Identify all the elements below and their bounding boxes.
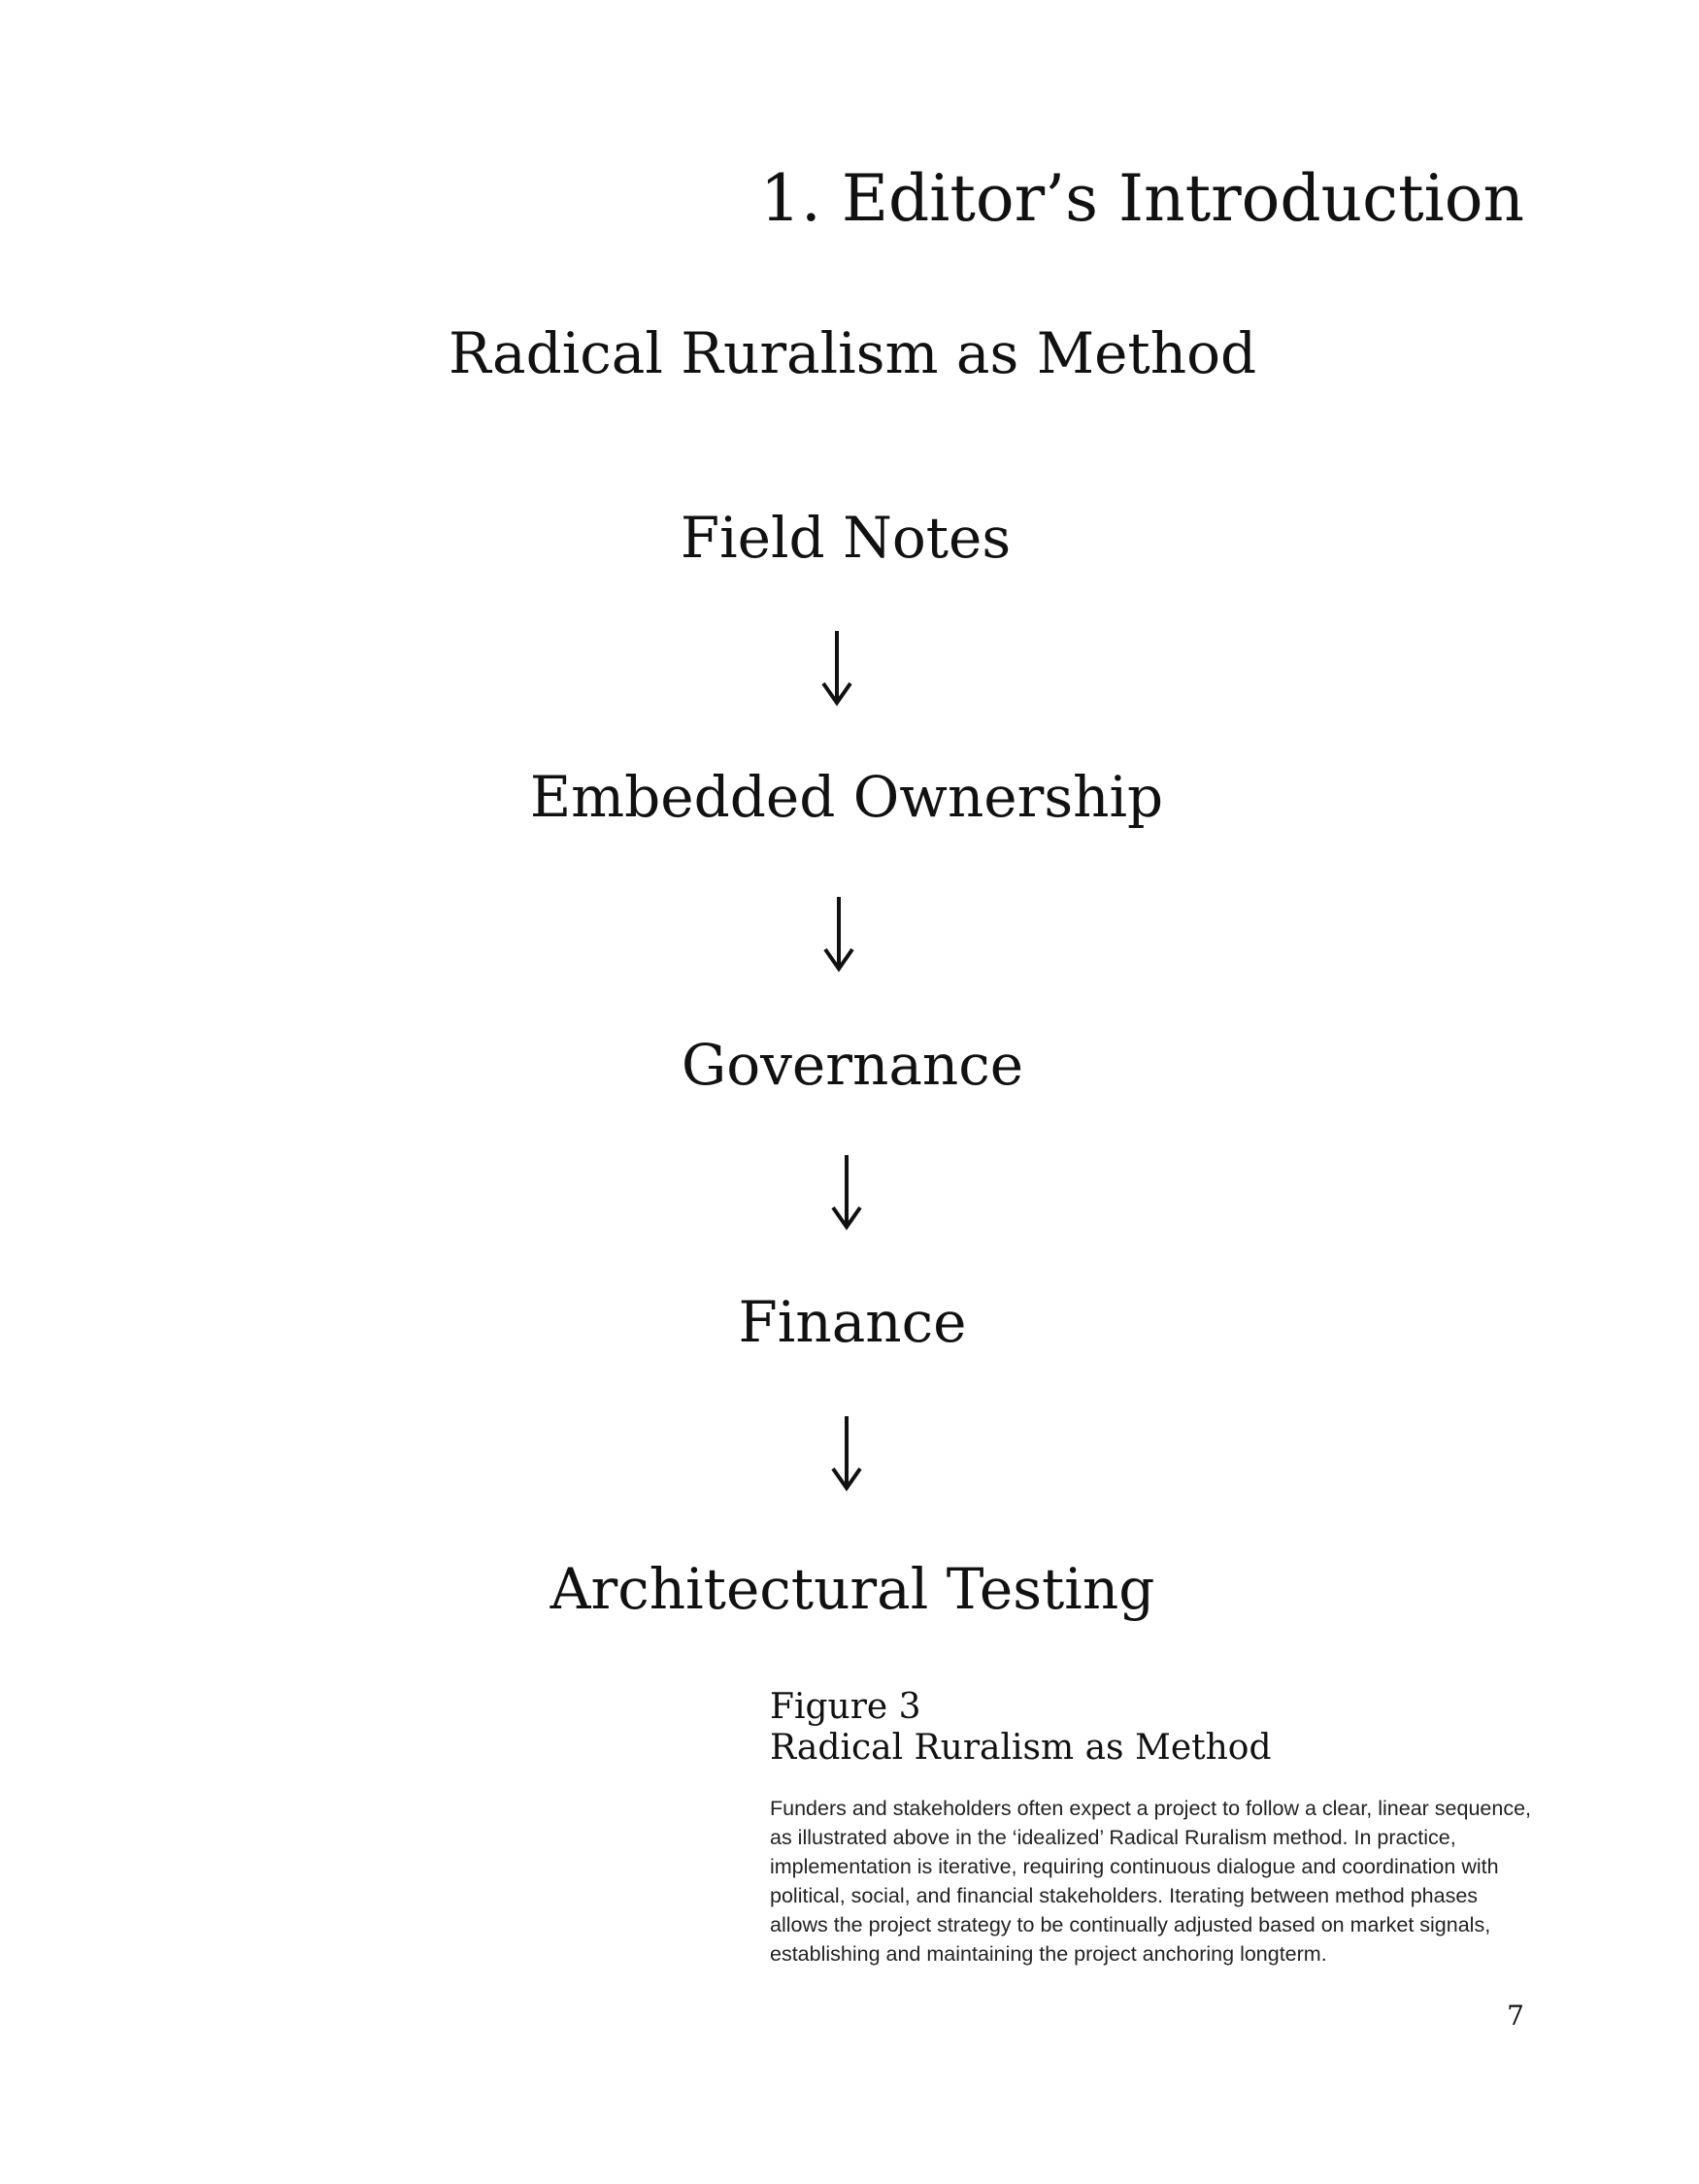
section-title: 1. Editor’s Introduction xyxy=(759,161,1524,236)
step-finance xyxy=(3,1289,1699,1355)
down-arrow-icon xyxy=(819,895,858,973)
step-governance xyxy=(3,1032,1699,1098)
figure-number: Figure 3 xyxy=(770,1687,921,1727)
step-label: Governance xyxy=(681,1032,1024,1098)
step-architectural-testing xyxy=(3,1556,1699,1622)
diagram-title: Radical Ruralism as Method xyxy=(449,320,1257,386)
figure-caption xyxy=(770,1687,1547,1990)
step-label: Field Notes xyxy=(680,505,1012,571)
step-label: Finance xyxy=(738,1289,967,1355)
step-label: Embedded Ownership xyxy=(529,764,1164,830)
page-number: 7 xyxy=(1507,2000,1524,2032)
step-label: Architectural Testing xyxy=(550,1556,1155,1622)
down-arrow-icon xyxy=(817,629,856,707)
step-embedded-ownership xyxy=(0,764,1696,830)
step-field-notes xyxy=(0,505,1695,571)
figure-title: Radical Ruralism as Method xyxy=(770,1728,1272,1768)
figure-caption-text: Funders and stakeholders often expect a project to follow a clear, linear sequence, as illustrated above in the ‘idealized’ Radical Ruralism method. In practice, implementation is iterative, requiring continuous dialogue and coordination with political, social, and financial stakeholders. Iterating between method phases allows the project strategy to be continually adjusted based on market signals, establishing and maintaining the project anchoring longterm. xyxy=(770,1797,1532,1966)
down-arrow-icon xyxy=(827,1414,866,1492)
down-arrow-icon xyxy=(827,1153,866,1231)
